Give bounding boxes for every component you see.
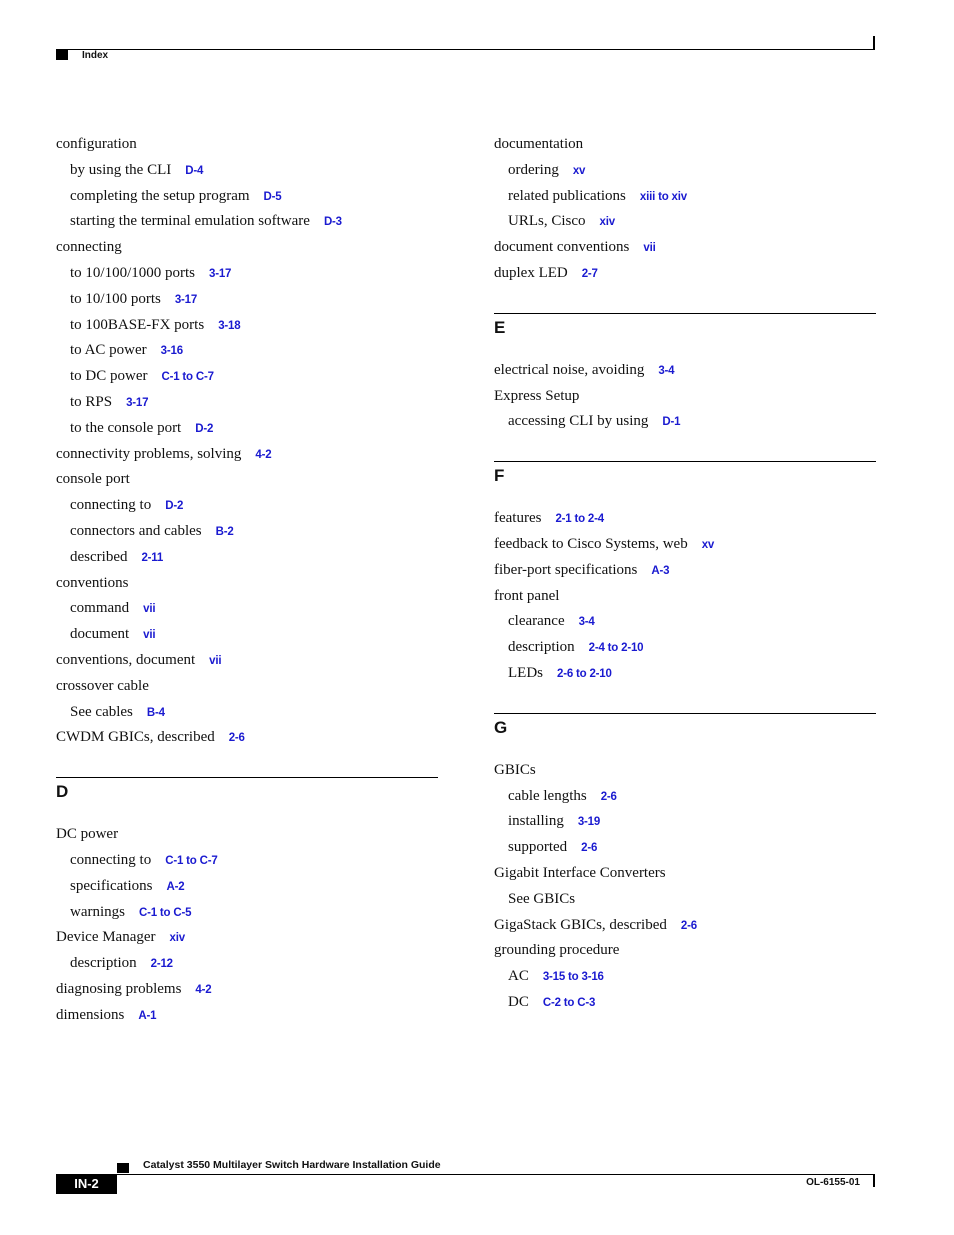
page-reference-link[interactable]: 2-6 bbox=[228, 732, 245, 745]
index-entry bbox=[56, 900, 438, 926]
page-reference-link[interactable]: xiv bbox=[169, 932, 185, 945]
index-term: Gigabit Interface Converters bbox=[494, 864, 666, 881]
index-entry bbox=[494, 938, 876, 964]
page-reference-link[interactable]: 3-4 bbox=[578, 616, 595, 629]
page-reference-link[interactable]: D-2 bbox=[165, 500, 184, 513]
index-term: connecting to bbox=[70, 497, 152, 514]
page-reference-link[interactable]: 3-18 bbox=[218, 319, 241, 332]
index-term: to AC power bbox=[70, 342, 147, 359]
page-reference-link[interactable]: 3-17 bbox=[174, 293, 198, 306]
index-term: connecting to bbox=[70, 851, 152, 868]
index-term: described bbox=[70, 548, 128, 565]
header-tick bbox=[873, 36, 875, 50]
index-term: feedback to Cisco Systems, web bbox=[494, 535, 688, 552]
index-term: document bbox=[70, 626, 130, 643]
index-entry bbox=[494, 132, 876, 158]
index-term: dimensions bbox=[56, 1006, 125, 1023]
index-entry bbox=[494, 635, 876, 661]
page-reference-link[interactable]: xv bbox=[572, 164, 586, 177]
section-rule bbox=[56, 777, 438, 778]
index-term: LEDs bbox=[508, 664, 543, 681]
index-term: AC bbox=[508, 968, 529, 985]
index-entry bbox=[56, 442, 438, 468]
index-term: description bbox=[508, 639, 575, 656]
page-reference-link[interactable]: B-2 bbox=[215, 525, 234, 538]
section-rule bbox=[494, 713, 876, 714]
page-reference-link[interactable]: 2-6 bbox=[581, 842, 598, 855]
page-reference-link[interactable]: 2-7 bbox=[581, 267, 598, 280]
index-entry bbox=[56, 390, 438, 416]
index-entry bbox=[56, 848, 438, 874]
page-reference-link[interactable]: D-3 bbox=[323, 216, 342, 229]
index-entry bbox=[56, 951, 438, 977]
section-letter: D bbox=[56, 782, 69, 802]
index-entry bbox=[494, 784, 876, 810]
index-entry bbox=[494, 261, 876, 287]
index-entry bbox=[494, 235, 876, 261]
index-term: to 10/100 ports bbox=[70, 290, 161, 307]
page-reference-link[interactable]: vii bbox=[209, 654, 222, 667]
index-entry bbox=[56, 493, 438, 519]
index-term: ordering bbox=[508, 161, 559, 178]
index-term: fiber-port specifications bbox=[494, 561, 638, 578]
header-label: Index bbox=[82, 50, 109, 61]
footer-rule bbox=[117, 1174, 875, 1175]
section-spacer bbox=[494, 740, 876, 758]
page-reference-link[interactable]: A-2 bbox=[166, 880, 185, 893]
index-entry bbox=[494, 661, 876, 687]
index-entry bbox=[494, 409, 876, 435]
page-reference-link[interactable]: vii bbox=[143, 603, 156, 616]
index-term: supported bbox=[508, 839, 568, 856]
index-entry bbox=[494, 809, 876, 835]
page-reference-link[interactable]: 3-15 to 3-16 bbox=[542, 971, 604, 984]
index-term: grounding procedure bbox=[494, 942, 620, 959]
index-term: electrical noise, avoiding bbox=[494, 361, 645, 378]
page-reference-link[interactable]: 2-6 bbox=[680, 919, 697, 932]
index-section bbox=[56, 777, 438, 1028]
index-term: by using the CLI bbox=[70, 161, 172, 178]
index-entry bbox=[494, 532, 876, 558]
index-entry bbox=[494, 964, 876, 990]
index-term: warnings bbox=[70, 903, 125, 920]
index-term: cable lengths bbox=[508, 787, 587, 804]
index-entry bbox=[494, 384, 876, 410]
index-term: completing the setup program bbox=[70, 187, 250, 204]
index-entry bbox=[494, 913, 876, 939]
page-reference-link[interactable]: 3-4 bbox=[658, 364, 675, 377]
page-reference-link[interactable]: xiv bbox=[599, 216, 615, 229]
index-entry bbox=[56, 596, 438, 622]
page-reference-link[interactable]: A-1 bbox=[138, 1009, 157, 1022]
page-reference-link[interactable]: 4-2 bbox=[195, 983, 212, 996]
index-entry bbox=[494, 990, 876, 1016]
index-section bbox=[494, 461, 876, 687]
page-reference-link[interactable]: C-2 to C-3 bbox=[542, 996, 596, 1009]
section-spacer bbox=[494, 340, 876, 358]
index-term: to the console port bbox=[70, 419, 182, 436]
index-term: Express Setup bbox=[494, 387, 580, 404]
index-term: to RPS bbox=[70, 393, 113, 410]
index-entry bbox=[494, 158, 876, 184]
index-term: connectivity problems, solving bbox=[56, 445, 242, 462]
page-reference-link[interactable]: C-1 to C-7 bbox=[165, 854, 218, 867]
index-term: accessing CLI by using bbox=[508, 413, 649, 430]
page-reference-link[interactable]: 2-6 bbox=[600, 790, 617, 803]
index-term: related publications bbox=[508, 187, 626, 204]
index-column-right bbox=[494, 132, 876, 1016]
page-reference-link[interactable]: 3-17 bbox=[126, 396, 149, 409]
index-entry bbox=[494, 209, 876, 235]
doc-number: OL-6155-01 bbox=[806, 1177, 860, 1188]
page-reference-link[interactable]: B-4 bbox=[146, 706, 165, 719]
page-reference-link[interactable]: D-5 bbox=[263, 190, 282, 203]
index-entry bbox=[56, 977, 438, 1003]
index-term: to 10/100/1000 ports bbox=[70, 264, 196, 281]
index-entry bbox=[56, 700, 438, 726]
index-term: See GBICs bbox=[508, 890, 576, 907]
index-term: CWDM GBICs, described bbox=[56, 729, 215, 746]
page-reference-link[interactable]: 2-12 bbox=[150, 958, 173, 971]
index-term: DC power bbox=[56, 826, 119, 843]
index-entry bbox=[56, 184, 438, 210]
index-entry bbox=[56, 235, 438, 261]
section-rule bbox=[494, 313, 876, 314]
index-entry bbox=[56, 648, 438, 674]
page-reference-link[interactable]: C-1 to C-5 bbox=[139, 906, 192, 919]
index-entry bbox=[56, 571, 438, 597]
section-letter: G bbox=[494, 717, 508, 737]
index-term: front panel bbox=[494, 587, 560, 604]
index-term: features bbox=[494, 510, 542, 527]
page-reference-link[interactable]: 2-6 to 2-10 bbox=[557, 667, 612, 680]
page-reference-link[interactable]: vii bbox=[143, 629, 156, 642]
index-term: duplex LED bbox=[494, 264, 568, 281]
footer-tick bbox=[873, 1175, 875, 1187]
page-reference-link[interactable]: 3-19 bbox=[577, 816, 601, 829]
index-term: starting the terminal emulation software bbox=[70, 213, 310, 230]
index-term: command bbox=[70, 600, 130, 617]
index-term: GBICs bbox=[494, 761, 536, 778]
index-section bbox=[494, 713, 876, 1016]
index-entry bbox=[56, 1003, 438, 1029]
index-section bbox=[494, 313, 876, 435]
section-letter: E bbox=[494, 317, 506, 337]
index-entry bbox=[56, 338, 438, 364]
page-reference-link[interactable]: D-2 bbox=[195, 422, 214, 435]
index-entry bbox=[494, 835, 876, 861]
header-marker bbox=[56, 50, 68, 60]
index-entry bbox=[494, 358, 876, 384]
index-term: connecting bbox=[56, 239, 122, 256]
index-entry bbox=[56, 261, 438, 287]
page-reference-link[interactable]: 2-4 to 2-10 bbox=[588, 642, 644, 655]
page-reference-link[interactable]: A-3 bbox=[651, 564, 670, 577]
index-entry bbox=[494, 558, 876, 584]
footer-marker bbox=[117, 1163, 129, 1173]
index-entry bbox=[56, 874, 438, 900]
page-number: IN-2 bbox=[56, 1174, 117, 1194]
index-entry bbox=[494, 184, 876, 210]
index-column-left bbox=[56, 132, 438, 1029]
page-reference-link[interactable]: vii bbox=[643, 242, 656, 255]
index-term: See cables bbox=[70, 703, 133, 720]
index-entry bbox=[494, 861, 876, 887]
section-spacer bbox=[494, 488, 876, 506]
index-entry bbox=[56, 519, 438, 545]
page-reference-link[interactable]: xiii to xiv bbox=[639, 190, 687, 203]
index-term: installing bbox=[508, 813, 564, 830]
index-entry bbox=[56, 674, 438, 700]
index-entry bbox=[56, 132, 438, 158]
index-term: conventions bbox=[56, 574, 129, 591]
index-entry bbox=[56, 622, 438, 648]
index-term: conventions, document bbox=[56, 651, 196, 668]
page-reference-link[interactable]: D-1 bbox=[662, 416, 681, 429]
index-entry bbox=[494, 609, 876, 635]
footer-title: Catalyst 3550 Multilayer Switch Hardware Installation Guide bbox=[143, 1159, 441, 1171]
page-reference-link[interactable]: C-1 to C-7 bbox=[161, 371, 214, 384]
index-term: Device Manager bbox=[56, 929, 156, 946]
page-reference-link[interactable]: xv bbox=[701, 538, 715, 551]
index-term: specifications bbox=[70, 877, 153, 894]
index-entry bbox=[494, 758, 876, 784]
index-entry bbox=[56, 925, 438, 951]
index-entry bbox=[56, 158, 438, 184]
index-entry bbox=[56, 209, 438, 235]
index-entry bbox=[56, 313, 438, 339]
index-term: configuration bbox=[56, 136, 137, 152]
page-reference-link[interactable]: 3-17 bbox=[209, 267, 232, 280]
index-entry bbox=[56, 545, 438, 571]
index-term: GigaStack GBICs, described bbox=[494, 916, 667, 933]
index-term: crossover cable bbox=[56, 677, 149, 694]
index-entry bbox=[494, 584, 876, 610]
index-entry bbox=[56, 364, 438, 390]
page-reference-link[interactable]: 2-1 to 2-4 bbox=[555, 513, 604, 526]
page-reference-link[interactable]: 3-16 bbox=[160, 345, 183, 358]
index-entry bbox=[56, 416, 438, 442]
index-term: console port bbox=[56, 471, 130, 488]
index-term: clearance bbox=[508, 613, 565, 630]
page-reference-link[interactable]: 2-11 bbox=[141, 551, 164, 564]
index-entry bbox=[494, 887, 876, 913]
index-term: DC bbox=[508, 993, 529, 1010]
page-reference-link[interactable]: 4-2 bbox=[255, 448, 272, 461]
index-term: to DC power bbox=[70, 368, 148, 385]
page-reference-link[interactable]: D-4 bbox=[185, 164, 204, 177]
index-term: URLs, Cisco bbox=[508, 213, 586, 230]
section-spacer bbox=[56, 804, 438, 822]
index-term: to 100BASE-FX ports bbox=[70, 316, 205, 333]
index-term: documentation bbox=[494, 136, 584, 152]
section-letter: F bbox=[494, 466, 505, 486]
index-entry bbox=[494, 506, 876, 532]
index-entry bbox=[56, 287, 438, 313]
index-entry bbox=[56, 467, 438, 493]
index-term: document conventions bbox=[494, 239, 630, 256]
index-term: connectors and cables bbox=[70, 522, 202, 539]
index-entry bbox=[56, 822, 438, 848]
index-term: diagnosing problems bbox=[56, 980, 182, 997]
index-entry bbox=[56, 725, 438, 751]
index-term: description bbox=[70, 955, 137, 972]
header-rule bbox=[56, 49, 875, 50]
section-rule bbox=[494, 461, 876, 462]
